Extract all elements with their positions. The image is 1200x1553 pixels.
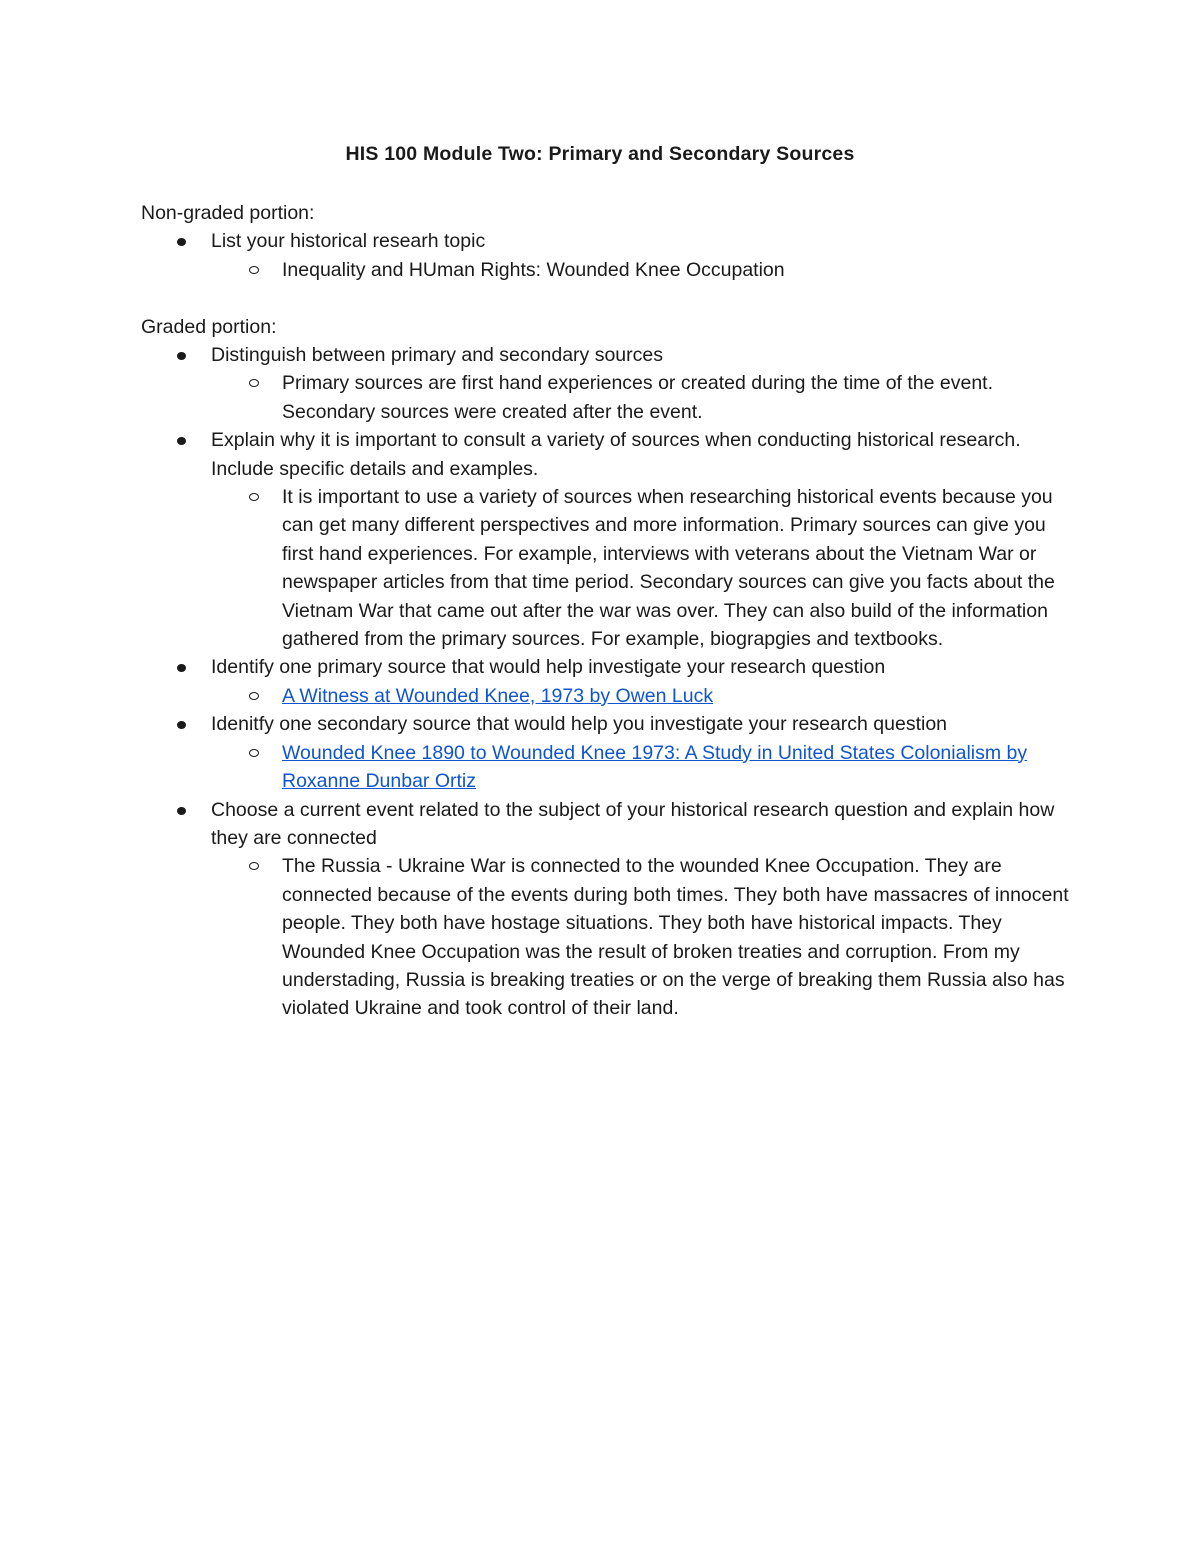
list-item	[211, 710, 1071, 795]
prompt-text: Distinguish between primary and secondary sources	[211, 344, 663, 367]
answer-item	[282, 852, 1071, 1022]
answer-list	[211, 739, 1071, 796]
filled-bullet-icon	[177, 238, 186, 246]
answer-list	[211, 256, 1071, 284]
hollow-bullet-icon	[249, 379, 259, 387]
answer-item	[282, 369, 1071, 426]
document-body	[141, 199, 1071, 1023]
filled-bullet-icon	[177, 807, 186, 815]
non-graded-label: Non-graded portion:	[141, 202, 315, 224]
list-item	[211, 653, 1071, 710]
list-item	[211, 341, 1071, 426]
answer-list	[211, 483, 1071, 653]
answer-text: The Russia - Ukraine War is connected to the wounded Knee Occupation. They are connected because of the events during both times. They both have massacres of innocent people. They both have hostage situations. They both have historical impacts. They Wounded Knee Occupation was the result of broken treaties and corruption. From my understading, Russia is breaking treaties or on the verge of breaking them Russia also has violated Ukraine and took control of their land.	[282, 855, 1069, 1020]
answer-item	[282, 256, 1071, 284]
filled-bullet-icon	[177, 721, 186, 729]
hollow-bullet-icon	[249, 749, 259, 757]
answer-list	[211, 682, 1071, 710]
secondary-source-link[interactable]: Wounded Knee 1890 to Wounded Knee 1973: A Study in United States Colonialism by Roxanne Dunbar Ortiz	[282, 741, 1028, 793]
prompt-text: Identify one primary source that would help investigate your research question	[211, 656, 886, 679]
filled-bullet-icon	[177, 352, 186, 360]
hollow-bullet-icon	[249, 493, 259, 501]
answer-list	[211, 369, 1071, 426]
graded-list	[141, 341, 1071, 1023]
prompt-text: List your historical researh topic	[211, 230, 486, 253]
graded-label: Graded portion:	[141, 315, 277, 338]
prompt-text: Explain why it is important to consult a variety of sources when conducting historical research. Include specific details and examples.	[211, 429, 1021, 480]
spacer	[141, 284, 1071, 312]
list-item	[211, 796, 1071, 1023]
hollow-bullet-icon	[249, 266, 259, 274]
answer-item	[282, 682, 1071, 710]
primary-source-link[interactable]: A Witness at Wounded Knee, 1973 by Owen Luck	[282, 684, 714, 707]
filled-bullet-icon	[177, 664, 186, 672]
answer-item	[282, 483, 1071, 653]
document-title: HIS 100 Module Two: Primary and Secondary Sources	[345, 143, 855, 165]
hollow-bullet-icon	[249, 862, 259, 870]
prompt-text: Idenitfy one secondary source that would help you investigate your research question	[211, 713, 948, 736]
answer-text: Inequality and HUman Rights: Wounded Knee Occupation	[282, 258, 785, 281]
list-item	[211, 426, 1071, 653]
answer-text: Primary sources are first hand experiences or created during the time of the event. Secondary sources were created after the event.	[282, 372, 994, 423]
answer-text: It is important to use a variety of sources when researching historical events because you can get many different perspectives and more information. Primary sources can give you first hand experiences. For example, interviews with veterans about the Vietnam War or newspaper articles from that time period. Secondary sources can give you facts about the Vietnam War that came out after the war was over. They can also build of the information gathered from the primary sources. For example, biograpgies and textbooks.	[282, 486, 1055, 651]
prompt-text: Choose a current event related to the subject of your historical research question and explain how they are connected	[211, 798, 1055, 849]
hollow-bullet-icon	[249, 692, 259, 700]
filled-bullet-icon	[177, 437, 186, 445]
list-item	[211, 227, 1071, 284]
non-graded-list	[141, 227, 1071, 284]
answer-item	[282, 739, 1071, 796]
answer-list	[211, 852, 1071, 1022]
